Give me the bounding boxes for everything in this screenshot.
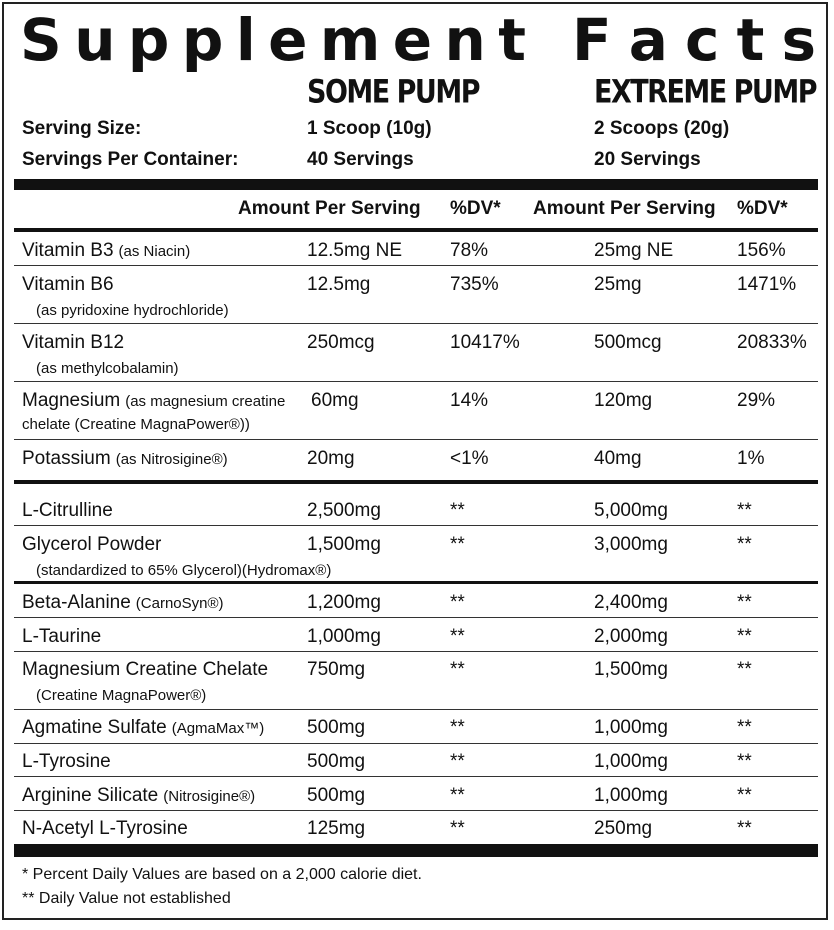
nutrient-name-text: N-Acetyl L-Tyrosine (22, 818, 188, 839)
amount-left: 1,000mg (307, 626, 381, 647)
dv-right: 20833% (737, 332, 807, 353)
nutrient-name-text: Potassium (22, 448, 111, 469)
row-divider (14, 617, 818, 618)
nutrient-source: (as Nitrosigine®) (115, 451, 228, 468)
dv-right: ** (737, 500, 752, 521)
amount-left: 20mg (307, 448, 355, 469)
dv-left: ** (450, 659, 465, 680)
nutrient-name (22, 500, 113, 522)
amount-left: 1,500mg (307, 534, 381, 555)
nutrient-source: (as pyridoxine hydrochloride) (36, 302, 229, 319)
title-word-supplement: S u p p l e m e n t (20, 6, 526, 74)
amount-right: 1,500mg (594, 659, 668, 680)
row-divider (14, 381, 818, 382)
row-divider (14, 480, 818, 484)
amount-left: 500mg (307, 751, 366, 772)
dv-left: ** (450, 818, 465, 839)
amount-left: 12.5mg NE (307, 240, 403, 261)
amount-left: 12.5mg (307, 274, 371, 295)
amount-left: 125mg (307, 818, 366, 839)
amount-left: 750mg (307, 659, 366, 680)
row-divider (14, 439, 818, 440)
nutrient-name-text: Agmatine Sulfate (22, 717, 167, 738)
column-header-amount-right: Amount Per Serving (533, 198, 716, 219)
amount-right: 5,000mg (594, 500, 668, 521)
thick-divider-top (14, 179, 818, 190)
servings-per-container-left: 40 Servings (307, 149, 414, 170)
nutrient-source: (as Niacin) (118, 243, 191, 260)
medium-divider (14, 228, 818, 232)
dv-left: ** (450, 626, 465, 647)
dv-left: ** (450, 717, 465, 738)
amount-right: 3,000mg (594, 534, 668, 555)
nutrient-name-text: Beta-Alanine (22, 592, 131, 613)
dv-right: 29% (737, 390, 776, 411)
dv-left: ** (450, 751, 465, 772)
nutrient-name (22, 751, 111, 773)
panel-title (20, 2, 816, 78)
row-divider (14, 265, 818, 266)
nutrient-name-text: Magnesium Creatine Chelate (22, 659, 269, 680)
amount-left: 500mg (307, 785, 366, 806)
amount-right: 1,000mg (594, 785, 668, 806)
serving-size-left: 1 Scoop (10g) (307, 118, 432, 139)
footnote-not-established: ** Daily Value not established (22, 890, 231, 907)
nutrient-name (22, 274, 114, 296)
nutrient-source: (as magnesium creatine (125, 393, 286, 410)
thick-divider-bottom (14, 844, 818, 857)
dv-left: ** (450, 534, 465, 555)
dv-right: ** (737, 717, 752, 738)
dv-left: ** (450, 592, 465, 613)
dv-left: ** (450, 500, 465, 521)
nutrient-name (22, 390, 285, 412)
nutrient-name (22, 818, 188, 840)
nutrient-name (22, 659, 268, 681)
amount-right: 2,000mg (594, 626, 668, 647)
dv-left: 735% (450, 274, 499, 295)
nutrient-name (22, 785, 255, 807)
row-divider (14, 323, 818, 324)
serving-size-right: 2 Scoops (20g) (594, 118, 730, 139)
row-divider (14, 776, 818, 777)
amount-right: 120mg (594, 390, 653, 411)
row-divider (14, 525, 818, 526)
servings-per-container-right: 20 Servings (594, 149, 701, 170)
nutrient-name (22, 717, 264, 739)
dv-right: ** (737, 626, 752, 647)
nutrient-name-text: L-Taurine (22, 626, 102, 647)
amount-right: 250mg (594, 818, 653, 839)
nutrient-source: (Creatine MagnaPower®) (36, 687, 207, 704)
column-header-dv-right: %DV* (737, 198, 788, 219)
nutrient-name-text: Magnesium (22, 390, 121, 411)
nutrient-name-text: Vitamin B6 (22, 274, 114, 295)
nutrient-name (22, 332, 124, 354)
nutrient-name-text: Glycerol Powder (22, 534, 162, 555)
nutrient-name-text: Arginine Silicate (22, 785, 159, 806)
nutrient-name (22, 240, 190, 262)
row-divider (14, 581, 818, 584)
nutrient-name-text: L-Citrulline (22, 500, 113, 521)
row-divider (14, 810, 818, 811)
product-name-left: SOME PUMP (307, 74, 479, 111)
row-divider (14, 743, 818, 744)
nutrient-source: (CarnoSyn®) (135, 595, 224, 612)
dv-right: ** (737, 818, 752, 839)
nutrient-source: (Nitrosigine®) (163, 788, 256, 805)
serving-size-label: Serving Size: (22, 118, 142, 139)
dv-left: ** (450, 785, 465, 806)
dv-right: ** (737, 751, 752, 772)
dv-left: 78% (450, 240, 489, 261)
nutrient-source-continued: chelate (Creatine MagnaPower®)) (22, 416, 250, 433)
amount-left: 250mcg (307, 332, 375, 353)
nutrient-name-text: L-Tyrosine (22, 751, 111, 772)
column-header-amount-left: Amount Per Serving (238, 198, 421, 219)
amount-right: 500mcg (594, 332, 662, 353)
dv-right: 156% (737, 240, 786, 261)
nutrient-source: (standardized to 65% Glycerol)(Hydromax®) (36, 562, 332, 579)
dv-right: 1471% (737, 274, 797, 295)
footnote-daily-value: * Percent Daily Values are based on a 2,000 calorie diet. (22, 866, 422, 883)
nutrient-source: (as methylcobalamin) (36, 360, 179, 377)
amount-right: 40mg (594, 448, 642, 469)
dv-left: 10417% (450, 332, 520, 353)
nutrient-name-text: Vitamin B3 (22, 240, 114, 261)
nutrient-name (22, 534, 161, 556)
row-divider (14, 651, 818, 652)
nutrient-source: (AgmaMax™) (171, 720, 265, 737)
amount-right: 1,000mg (594, 751, 668, 772)
title-word-facts: F a c t s (572, 6, 816, 74)
amount-right: 25mg (594, 274, 642, 295)
dv-left: 14% (450, 390, 489, 411)
dv-right: ** (737, 534, 752, 555)
product-name-right: EXTREME PUMP (594, 74, 816, 111)
amount-left: 500mg (307, 717, 366, 738)
column-header-dv-left: %DV* (450, 198, 501, 219)
nutrient-name (22, 626, 101, 648)
amount-right: 1,000mg (594, 717, 668, 738)
dv-right: ** (737, 659, 752, 680)
amount-left: 60mg (311, 390, 359, 411)
nutrient-name (22, 592, 224, 614)
amount-left: 2,500mg (307, 500, 381, 521)
amount-left: 1,200mg (307, 592, 381, 613)
amount-right: 25mg NE (594, 240, 674, 261)
dv-right: 1% (737, 448, 765, 469)
dv-right: ** (737, 592, 752, 613)
nutrient-name-text: Vitamin B12 (22, 332, 125, 353)
servings-per-container-label: Servings Per Container: (22, 149, 239, 170)
dv-left: <1% (450, 448, 489, 469)
dv-right: ** (737, 785, 752, 806)
amount-right: 2,400mg (594, 592, 668, 613)
row-divider (14, 709, 818, 710)
nutrient-name (22, 448, 228, 470)
